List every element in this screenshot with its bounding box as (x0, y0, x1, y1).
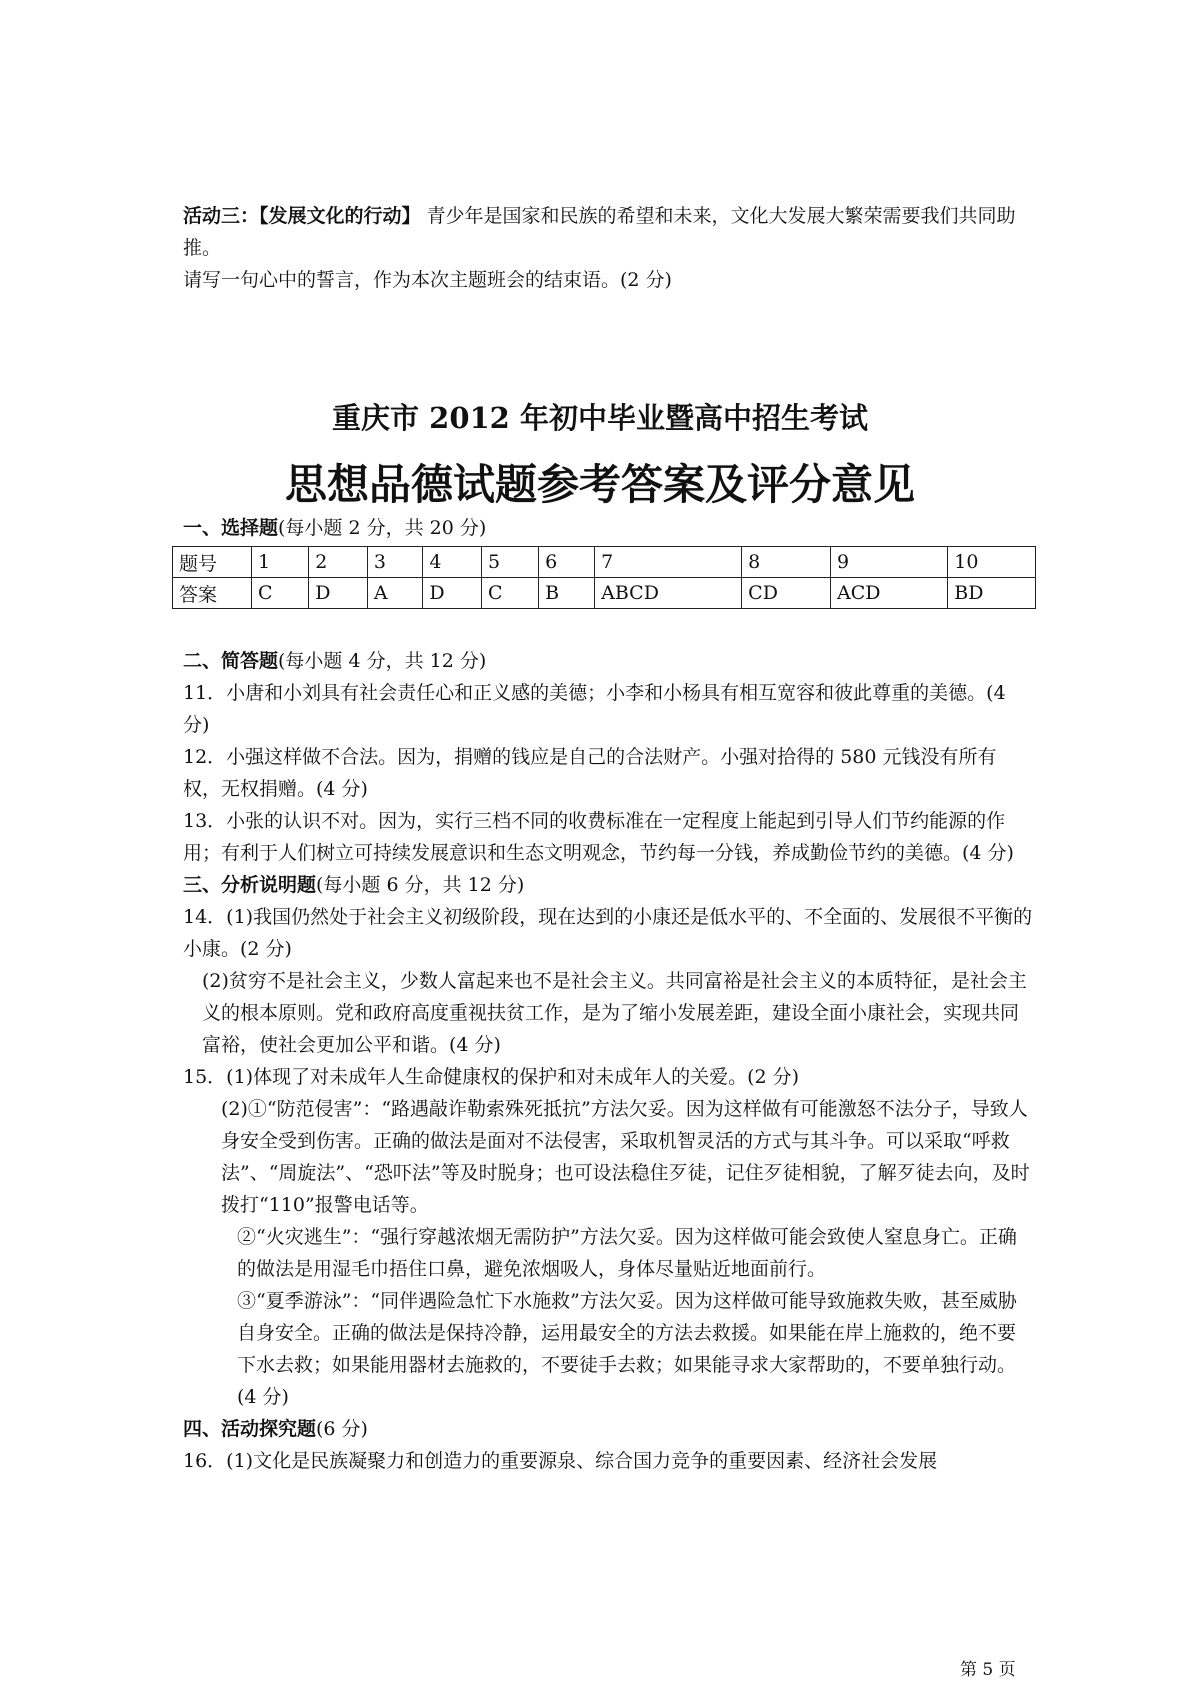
answer-cell: B (539, 578, 595, 609)
activity3-task: 请写一句心中的誓言，作为本次主题班会的结束语。(2 分) (183, 269, 672, 291)
section1-heading-line (183, 512, 1033, 544)
row-header-answer: 答案 (173, 578, 252, 609)
answer-12: 12．小强这样做不合法。因为，捐赠的钱应是自己的合法财产。小强对拾得的 580 元钱没有所有权，无权捐赠。(4 分) (183, 746, 997, 800)
section2-note: (每小题 4 分，共 12 分) (278, 650, 487, 672)
section1-heading: 一、选择题 (183, 517, 279, 539)
section2-heading-line (183, 645, 1033, 677)
answer-table (172, 546, 1036, 609)
number-cell: 2 (309, 547, 368, 578)
number-cell: 6 (539, 547, 595, 578)
answer-15-2a: (2)①“防范侵害”：“路遇敲诈勒索殊死抵抗”方法欠妥。因为这样做有可能激怒不法分子，导致人身安全受到伤害。正确的做法是面对不法侵害，采取机智灵活的方式与其斗争。可以采取“呼救法”、“周旋法”、“恐吓法”等及时脱身；也可设法稳住歹徒，记住歹徒相貌，了解歹徒去向，及时拨打“110”报警电话等。 (221, 1098, 1030, 1216)
section1-note: (每小题 2 分，共 20 分) (278, 517, 487, 539)
answer-14-1: 14．(1)我国仍然处于社会主义初级阶段，现在达到的小康还是低水平的、不全面的、发展很不平衡的小康。(2 分) (183, 906, 1033, 960)
answer-15-2b: ②“火灾逃生”：“强行穿越浓烟无需防护”方法欠妥。因为这样做可能会致使人窒息身亡。正确的做法是用湿毛巾捂住口鼻，避免浓烟吸人，身体尽量贴近地面前行。 (237, 1226, 1017, 1280)
section4-note: (6 分) (316, 1418, 368, 1440)
answer-cell: A (367, 578, 423, 609)
answer-13: 13．小张的认识不对。因为，实行三档不同的收费标准在一定程度上能起到引导人们节约能源的作用；有利于人们树立可持续发展意识和生态文明观念，节约每一分钱，养成勤俭节约的美德。(4 分) (183, 810, 1014, 864)
section3-note: (每小题 6 分，共 12 分) (316, 874, 525, 896)
title-line2: 思想品德试题参考答案及评分意见 (284, 460, 915, 509)
section3-heading: 三、分析说明题 (183, 874, 317, 896)
answer-cell: ACD (830, 578, 947, 609)
page-number: 第 5 页 (960, 1660, 1016, 1680)
number-cell: 3 (367, 547, 423, 578)
number-cell: 4 (423, 547, 482, 578)
section4-heading-line (183, 1413, 1033, 1445)
number-cell: 7 (595, 547, 742, 578)
answer-cell: C (252, 578, 309, 609)
answer-cell: ABCD (595, 578, 742, 609)
number-cell: 5 (481, 547, 538, 578)
answer-16-1: 16．(1)文化是民族凝聚力和创造力的重要源泉、综合国力竞争的重要因素、经济社会发展 (183, 1450, 938, 1472)
answer-cell: D (309, 578, 368, 609)
section4-heading: 四、活动探究题 (183, 1418, 317, 1440)
section3-heading-line (183, 869, 1033, 901)
answer-cell: CD (742, 578, 831, 609)
answer-cell: BD (948, 578, 1036, 609)
title-line1: 重庆市 2012 年初中毕业暨高中招生考试 (332, 401, 868, 435)
number-cell: 8 (742, 547, 831, 578)
answer-14-2: (2)贫穷不是社会主义，少数人富起来也不是社会主义。共同富裕是社会主义的本质特征，是社会主义的根本原则。党和政府高度重视扶贫工作，是为了缩小发展差距，建设全面小康社会，实现共同富裕，使社会更加公平和谐。(4 分) (202, 970, 1027, 1056)
answers-body (183, 645, 1033, 1477)
section2-heading: 二、简答题 (183, 650, 279, 672)
number-cell: 10 (948, 547, 1036, 578)
activity3-intro-text: 青少年是国家和民族的希望和未来，文化大发展大繁荣需要我们共同助推。 (183, 205, 1016, 259)
table-row (173, 547, 1036, 578)
activity3-block (183, 200, 1033, 296)
answer-11: 11．小唐和小刘具有社会责任心和正义感的美德；小李和小杨具有相互宽容和彼此尊重的美德。(4 分) (183, 682, 1006, 736)
row-header-number: 题号 (173, 547, 252, 578)
answer-cell: C (481, 578, 538, 609)
activity3-intro (183, 200, 1033, 264)
number-cell: 9 (830, 547, 947, 578)
number-cell: 1 (252, 547, 309, 578)
answer-15-2c: ③“夏季游泳”：“同伴遇险急忙下水施救”方法欠妥。因为这样做可能导致施救失败，甚至威胁自身安全。正确的做法是保持冷静，运用最安全的方法去救援。如果能在岸上施救的，绝不要下水去救；如果能用器材去施救的，不要徒手去救；如果能寻求大家帮助的，不要单独行动。(4 分) (237, 1290, 1017, 1408)
answer-cell: D (423, 578, 482, 609)
answer-15-1: 15．(1)体现了对未成年人生命健康权的保护和对未成年人的关爱。(2 分) (183, 1066, 800, 1088)
activity3-heading: 活动三：【发展文化的行动】 (183, 205, 421, 227)
table-row (173, 578, 1036, 609)
